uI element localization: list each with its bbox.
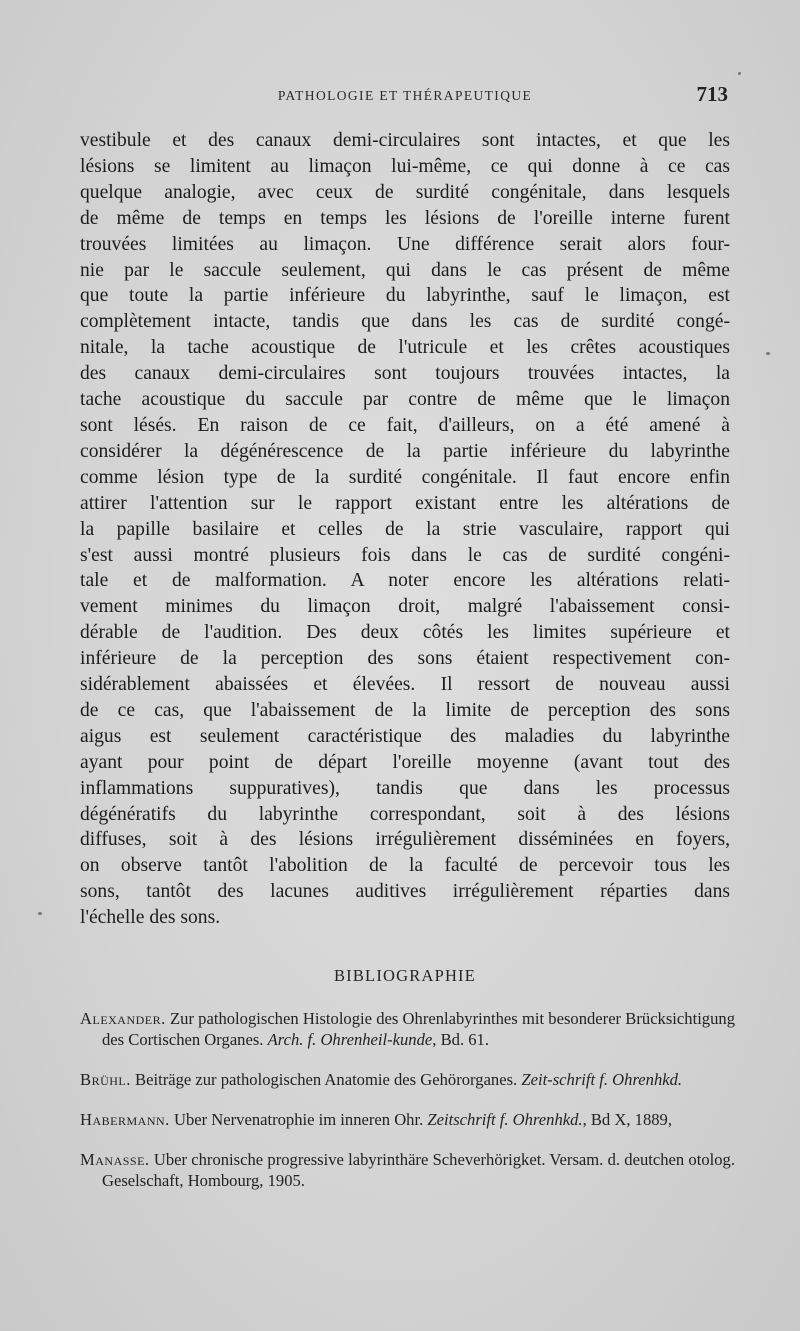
bibliography-heading: BIBLIOGRAPHIE [333, 966, 477, 985]
text-line: l'échelle des sons. [80, 907, 221, 929]
entry-author: Manasse. [80, 1150, 150, 1169]
text-line: la papille basilaire et celles de la strie vasculaire, rapport qui [80, 518, 730, 540]
text-line: considérer la dégénérescence de la partie inférieure du labyrinthe [80, 440, 730, 462]
text-line: diffuses, soit à des lésions irrégulièrement disséminées en foyers, [80, 829, 730, 851]
entry-author: Brühl. [80, 1070, 131, 1089]
text-line: nie par le saccule seulement, qui dans le cas présent de même [80, 259, 730, 281]
text-line: on observe tantôt l'abolition de la faculté de percevoir tous les [80, 855, 730, 877]
entry-source: Zeitschrift f. Ohrenhkd. [427, 1110, 583, 1129]
text-line: comme lésion type de la surdité congénitale. Il faut encore enfin [80, 466, 730, 488]
entry-title: Uber chronische progressive labyrinthäre Scheverhörigket. Versam. d. deutchen otolog. Geselschaft, Hombourg, 1905. [102, 1150, 735, 1190]
entry-title: Beiträge zur pathologischen Anatomie des Gehörorganes. [130, 1070, 522, 1089]
text-line: tache acoustique du saccule par contre de même que le limaçon [80, 389, 730, 411]
text-line: de ce cas, que l'abaissement de la limite de perception des sons [80, 699, 730, 721]
text-line: vement minimes du limaçon droit, malgré l'abaissement consi- [80, 596, 730, 618]
entry-author: Habermann. [80, 1110, 170, 1129]
text-line: attirer l'attention sur le rapport existant entre les altérations de [80, 492, 730, 514]
text-line: sons, tantôt des lacunes auditives irrégulièrement réparties dans [80, 881, 730, 903]
text-line: sont lésés. En raison de ce fait, d'ailleurs, on a été amené à [80, 414, 730, 436]
text-line: vestibule et des canaux demi-circulaires sont intactes, et que les [80, 130, 730, 151]
text-line: sidérablement abaissées et élevées. Il ressort de nouveau aussi [80, 674, 730, 696]
text-line: trouvées limitées au limaçon. Une différence serait alors four- [80, 233, 730, 255]
text-line: quelque analogie, avec ceux de surdité congénitale, dans lesquels [80, 181, 730, 203]
text-line: de même de temps en temps les lésions de l'oreille interne furent [80, 207, 730, 229]
bibliography-list [80, 1008, 735, 1210]
text-line: nitale, la tache acoustique de l'utricule et les crêtes acoustiques [80, 337, 730, 359]
entry-source: Zeit-schrift f. Ohrenhkd. [521, 1070, 683, 1089]
text-line: que toute la partie inférieure du labyrinthe, sauf le limaçon, est [80, 285, 730, 307]
text-line: complètement intacte, tandis que dans les cas de surdité congé- [80, 311, 730, 333]
entry-source: Arch. f. Ohrenheil-kunde [267, 1030, 433, 1049]
page-number: 713 [696, 82, 728, 106]
text-line: des canaux demi-circulaires sont toujours trouvées intactes, la [80, 363, 730, 385]
page-header [80, 84, 730, 112]
text-line: dégénératifs du labyrinthe correspondant, soit à des lésions [80, 803, 730, 825]
text-line: lésions se limitent au limaçon lui-même, ce qui donne à ce cas [80, 155, 730, 177]
entry-author: Alexander. [80, 1009, 166, 1028]
text-line: ayant pour point de départ l'oreille moyenne (avant tout des [80, 751, 730, 773]
text-line: dérable de l'audition. Des deux côtés les limites supérieure et [80, 622, 730, 644]
bibliography-entry [80, 1149, 735, 1191]
text-line: inflammations suppuratives), tandis que dans les processus [80, 777, 730, 799]
text-line: s'est aussi montré plusieurs fois dans le cas de surdité congéni- [80, 544, 730, 566]
bibliography-entry [80, 1008, 735, 1050]
speck-mark [766, 352, 770, 355]
entry-title: Uber Nervenatrophie im inneren Ohr. [169, 1110, 428, 1129]
text-line: inférieure de la perception des sons étaient respectivement con- [80, 648, 730, 670]
entry-details: , Bd X, 1889, [582, 1110, 672, 1129]
body-paragraph [80, 128, 730, 931]
text-line: aigus est seulement caractéristique des maladies du labyrinthe [80, 725, 730, 747]
speck-mark [738, 72, 741, 75]
entry-details: , Bd. 61. [432, 1030, 489, 1049]
text-line: tale et de malformation. A noter encore les altérations relati- [80, 570, 730, 592]
entry-title: Zur pathologischen Histologie des Ohrenlabyrinthes mit besonderer Brücksichtigung des Cortischen Organes. [102, 1009, 735, 1049]
bibliography-entry [80, 1109, 735, 1130]
running-title: PATHOLOGIE ET THÉRAPEUTIQUE [277, 88, 533, 103]
speck-mark [38, 912, 42, 915]
bibliography-entry [80, 1069, 735, 1090]
